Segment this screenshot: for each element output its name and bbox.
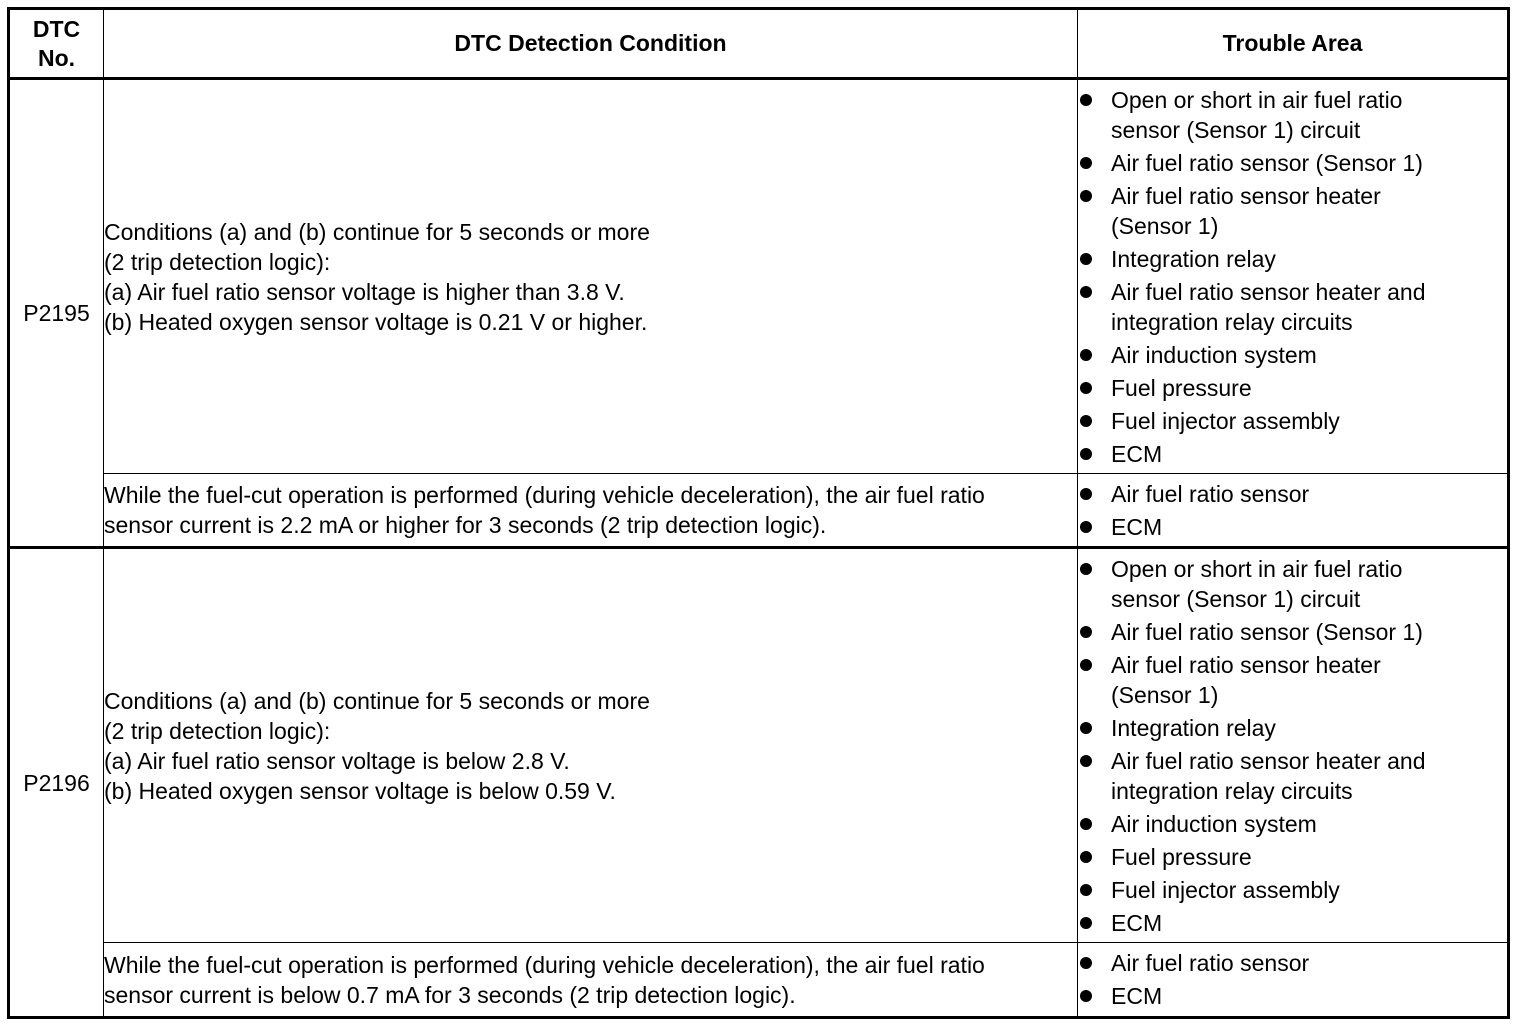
bullet-icon — [1080, 990, 1092, 1002]
condition-line: Conditions (a) and (b) continue for 5 seconds or more — [104, 687, 650, 714]
list-item-text: Air induction system — [1111, 810, 1317, 837]
list-item-text: (Sensor 1) — [1111, 212, 1219, 239]
list-item-text: ECM — [1111, 983, 1163, 1009]
list-item-text: Integration relay — [1111, 245, 1276, 272]
list-item-text: Air fuel ratio sensor (Sensor 1) — [1111, 618, 1423, 645]
bullet-icon — [1080, 818, 1092, 830]
trouble-area-list — [1078, 85, 1507, 469]
list-item — [1078, 85, 1507, 145]
bullet-icon — [1080, 157, 1092, 169]
bullet-icon — [1080, 884, 1092, 896]
header-dtc-no — [9, 9, 104, 79]
condition-line: (b) Heated oxygen sensor voltage is below 0.59 V. — [104, 777, 616, 804]
bullet-icon — [1080, 190, 1092, 202]
list-item-text: Integration relay — [1111, 714, 1276, 741]
bullet-icon — [1080, 349, 1092, 361]
header-trouble-area: Trouble Area — [1078, 9, 1509, 79]
bullet-icon — [1080, 521, 1092, 533]
list-item — [1078, 713, 1507, 743]
list-item — [1078, 479, 1507, 509]
bullet-icon — [1080, 94, 1092, 106]
list-item — [1078, 554, 1507, 614]
list-item-text: Air fuel ratio sensor — [1111, 480, 1310, 507]
condition-line: (b) Heated oxygen sensor voltage is 0.21 V or higher. — [104, 308, 648, 335]
list-item-text: Air fuel ratio sensor heater and — [1111, 278, 1426, 305]
bullet-icon — [1080, 722, 1092, 734]
list-item — [1078, 148, 1507, 178]
list-item-text: sensor (Sensor 1) circuit — [1111, 585, 1361, 612]
trouble-area — [1078, 79, 1509, 474]
bullet-icon — [1080, 957, 1092, 969]
bullet-icon — [1080, 563, 1092, 575]
list-item-text: Open or short in air fuel ratio — [1111, 86, 1403, 113]
bullet-icon — [1080, 917, 1092, 929]
list-item — [1078, 406, 1507, 436]
dtc-table — [7, 7, 1510, 1019]
dtc-code: P2195 — [9, 79, 104, 548]
trouble-area — [1078, 943, 1509, 1018]
list-item — [1078, 617, 1507, 647]
condition-line: While the fuel-cut operation is performed (during vehicle deceleration), the air fuel ratio — [104, 482, 985, 508]
table-row — [9, 474, 1509, 548]
table-row — [9, 79, 1509, 474]
list-item-text: Fuel injector assembly — [1111, 407, 1340, 434]
bullet-icon — [1080, 659, 1092, 671]
list-item-text: ECM — [1111, 513, 1163, 540]
condition-line: (2 trip detection logic): — [104, 248, 331, 275]
list-item — [1078, 809, 1507, 839]
list-item-text: Air induction system — [1111, 341, 1317, 368]
bullet-icon — [1080, 415, 1092, 427]
list-item — [1078, 746, 1507, 806]
condition-line: sensor current is 2.2 mA or higher for 3 seconds (2 trip detection logic). — [104, 512, 827, 538]
condition-line: (a) Air fuel ratio sensor voltage is higher than 3.8 V. — [104, 278, 625, 305]
list-item-text: Fuel injector assembly — [1111, 876, 1340, 903]
list-item-text: Fuel pressure — [1111, 843, 1252, 870]
trouble-area-list — [1078, 948, 1507, 1011]
list-item — [1078, 842, 1507, 872]
list-item-text: integration relay circuits — [1111, 777, 1353, 804]
condition-line: Conditions (a) and (b) continue for 5 seconds or more — [104, 218, 650, 245]
list-item — [1078, 373, 1507, 403]
table-header-row — [9, 9, 1509, 79]
table-body — [9, 79, 1509, 1018]
list-item-text: Air fuel ratio sensor heater and — [1111, 747, 1426, 774]
list-item-text: Air fuel ratio sensor — [1111, 950, 1310, 976]
header-dtc-line1: DTC — [32, 15, 81, 42]
trouble-area-list — [1078, 479, 1507, 542]
list-item — [1078, 181, 1507, 241]
list-item-text: Air fuel ratio sensor heater — [1111, 651, 1381, 678]
list-item — [1078, 340, 1507, 370]
list-item — [1078, 908, 1507, 938]
detection-condition — [104, 474, 1078, 548]
bullet-icon — [1080, 286, 1092, 298]
trouble-area-list — [1078, 554, 1507, 938]
dtc-code: P2196 — [9, 548, 104, 1018]
list-item-text: integration relay circuits — [1111, 308, 1353, 335]
list-item — [1078, 439, 1507, 469]
list-item-text: Open or short in air fuel ratio — [1111, 555, 1403, 582]
condition-line: sensor current is below 0.7 mA for 3 seconds (2 trip detection logic). — [104, 981, 796, 1008]
table-row — [9, 943, 1509, 1018]
trouble-area — [1078, 548, 1509, 943]
trouble-area — [1078, 474, 1509, 548]
header-dtc-line2: No. — [37, 44, 76, 71]
list-item — [1078, 650, 1507, 710]
header-condition: DTC Detection Condition — [104, 9, 1078, 79]
list-item-text: Air fuel ratio sensor (Sensor 1) — [1111, 149, 1423, 176]
detection-condition — [104, 548, 1078, 943]
list-item — [1078, 875, 1507, 905]
bullet-icon — [1080, 626, 1092, 638]
bullet-icon — [1080, 488, 1092, 500]
bullet-icon — [1080, 382, 1092, 394]
bullet-icon — [1080, 253, 1092, 265]
list-item-text: sensor (Sensor 1) circuit — [1111, 116, 1361, 143]
list-item-text: Fuel pressure — [1111, 374, 1252, 401]
list-item — [1078, 244, 1507, 274]
condition-line: (a) Air fuel ratio sensor voltage is below 2.8 V. — [104, 747, 570, 774]
bullet-icon — [1080, 755, 1092, 767]
detection-condition — [104, 79, 1078, 474]
list-item — [1078, 277, 1507, 337]
list-item — [1078, 981, 1507, 1011]
bullet-icon — [1080, 851, 1092, 863]
list-item-text: ECM — [1111, 909, 1163, 936]
detection-condition — [104, 943, 1078, 1018]
table-row — [9, 548, 1509, 943]
bullet-icon — [1080, 448, 1092, 460]
list-item-text: (Sensor 1) — [1111, 681, 1219, 708]
list-item — [1078, 948, 1507, 978]
list-item-text: Air fuel ratio sensor heater — [1111, 182, 1381, 209]
list-item — [1078, 512, 1507, 542]
list-item-text: ECM — [1111, 440, 1163, 467]
condition-line: While the fuel-cut operation is performed (during vehicle deceleration), the air fuel ratio — [104, 951, 985, 978]
condition-line: (2 trip detection logic): — [104, 717, 331, 744]
